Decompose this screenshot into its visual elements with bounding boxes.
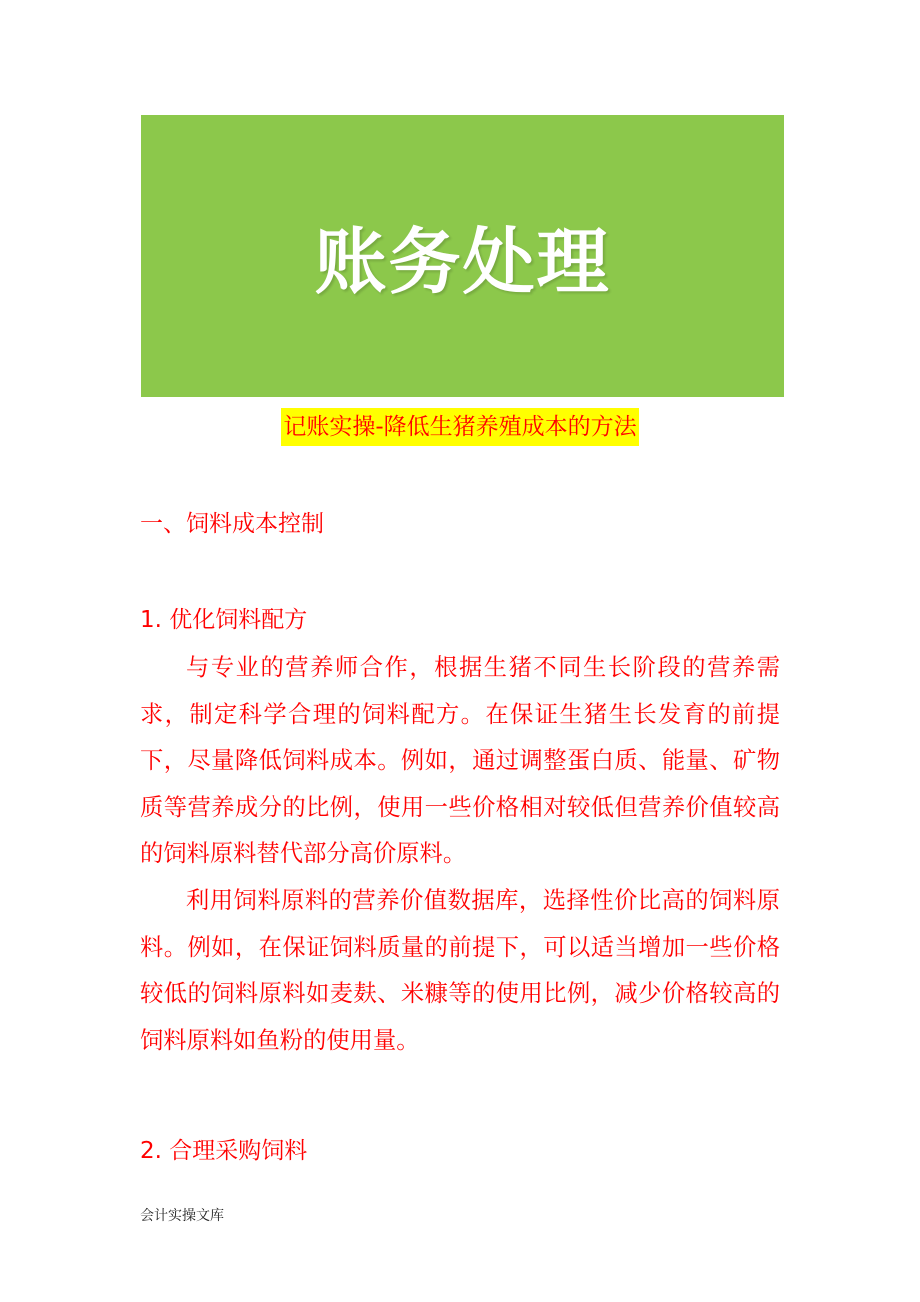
document-subtitle: 记账实操-降低生猪养殖成本的方法 bbox=[281, 408, 638, 446]
banner-title: 账务处理 bbox=[314, 220, 611, 304]
subtitle-container bbox=[0, 408, 920, 446]
subheading-purchase-feed: 2. 合理采购饲料 bbox=[140, 1138, 308, 1164]
footer-source: 会计实操文库 bbox=[140, 1208, 224, 1224]
paragraph-formula-2: 利用饲料原料的营养价值数据库，选择性价比高的饲料原料。例如，在保证饲料质量的前提下，可以适当增加一些价格较低的饲料原料如麦麸、米糠等的使用比例，减少价格较高的饲料原料如鱼粉的使用量。 bbox=[140, 887, 780, 1054]
paragraph-formula-1: 与专业的营养师合作，根据生猪不同生长阶段的营养需求，制定科学合理的饲料配方。在保证生猪生长发育的前提下，尽量降低饲料成本。例如，通过调整蛋白质、能量、矿物质等营养成分的比例，使用一些价格相对较低但营养价值较高的饲料原料替代部分高价原料。 bbox=[140, 654, 780, 867]
section-heading-feed-cost: 一、饲料成本控制 bbox=[140, 511, 324, 537]
title-banner bbox=[141, 115, 784, 397]
subheading-optimize-formula: 1. 优化饲料配方 bbox=[140, 607, 308, 633]
